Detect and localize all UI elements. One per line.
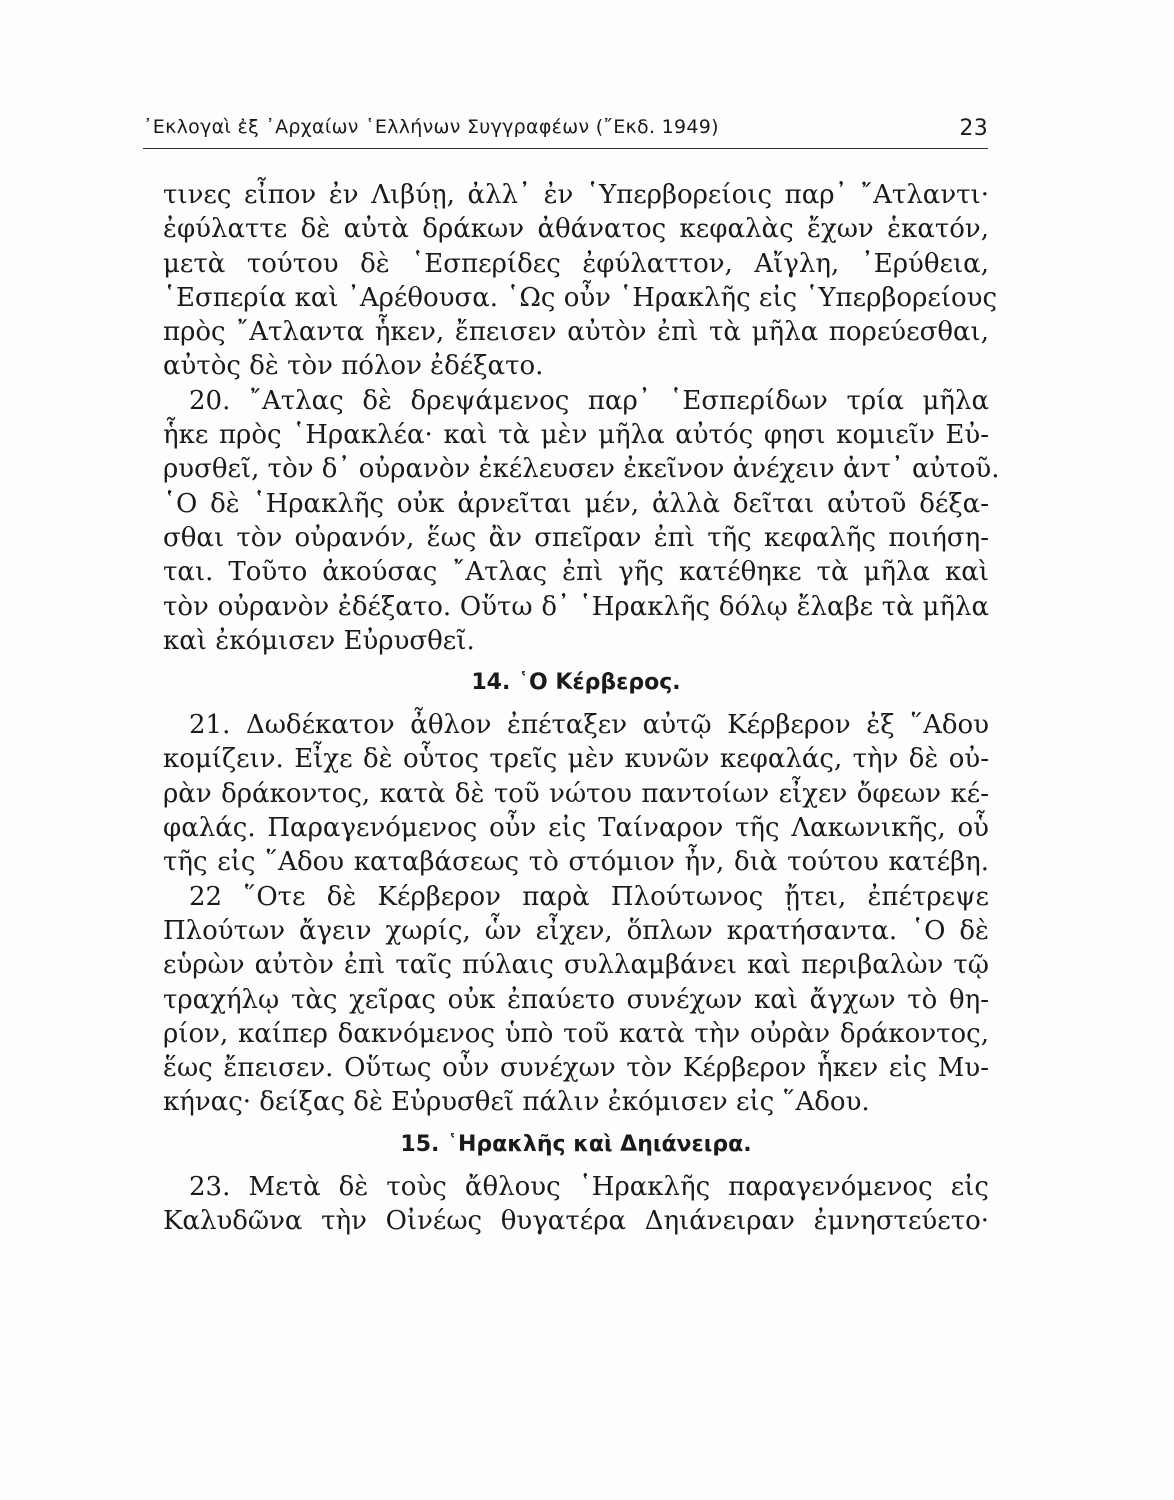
paragraph-23	[163, 1170, 989, 1239]
text-line: τραχήλῳ τὰς χεῖρας οὐκ ἐπαύετο συνέχων καὶ ἄγχων τὸ θη-	[163, 984, 989, 1015]
text-line: μετὰ τούτου δὲ ῾Εσπερίδες ἐφύλαττον, Αἴγλη, ᾿Ερύθεια,	[163, 248, 989, 279]
text-line: 20. ῎Ατλας δὲ δρεψάμενος παρ᾿ ῾Εσπερίδων τρία μῆλα	[189, 385, 989, 416]
page-number: 23	[959, 116, 988, 141]
text-line: ἐφύλαττε δὲ αὐτὰ δράκων ἀθάνατος κεφαλὰς ἔχων ἑκατόν,	[163, 214, 989, 245]
paragraph-19-continued	[163, 178, 998, 384]
text-line: αὐτὸς δὲ τὸν πόλον ἐδέξατο.	[163, 351, 544, 382]
text-line: πρὸς ῎Ατλαντα ἧκεν, ἔπεισεν αὐτὸν ἐπὶ τὰ μῆλα πορεύεσθαι,	[163, 317, 989, 348]
text-line: 21. Δωδέκατον ἆθλον ἐπέταξεν αὐτῷ Κέρβερον ἐξ ῞Αδου	[189, 710, 989, 741]
text-line: κομίζειν. Εἶχε δὲ οὗτος τρεῖς μὲν κυνῶν κεφαλάς, τὴν δὲ οὐ-	[163, 744, 989, 775]
text-line: ρὰν δράκοντος, κατὰ δὲ τοῦ νώτου παντοίων εἶχεν ὄφεων κέ-	[163, 778, 989, 809]
text-line: ρίον, καίπερ δακνόμενος ὑπὸ τοῦ κατὰ τὴν οὐρὰν δράκοντος,	[163, 1018, 989, 1049]
text-line: ἧκε πρὸς ῾Ηρακλέα· καὶ τὰ μὲν μῆλα αὐτός φησι κομιεῖν Εὐ-	[163, 420, 989, 451]
paragraph-22	[163, 880, 989, 1120]
main-text	[163, 178, 1000, 1238]
paragraph-20	[163, 384, 1000, 658]
text-line: ἕως ἔπεισεν. Οὕτως οὖν συνέχων τὸν Κέρβερον ἧκεν εἰς Μυ-	[163, 1053, 989, 1084]
text-line: κήνας· δείξας δὲ Εὐρυσθεῖ πάλιν ἐκόμισεν εἰς ῞Αδου.	[163, 1087, 870, 1118]
header-rule	[143, 148, 988, 149]
text-line: ῾Εσπερία καὶ ᾿Αρέθουσα. ῾Ως οὖν ῾Ηρακλῆς εἰς ῾Υπερβορείους	[163, 282, 998, 313]
section-heading-15: 15. ῾Ηρακλῆς καὶ Δηιάνειρα.	[400, 1131, 752, 1157]
text-line: σθαι τὸν οὐρανόν, ἕως ἂν σπεῖραν ἐπὶ τῆς κεφαλῆς ποιήση-	[163, 522, 989, 553]
text-line: 22 ῞Οτε δὲ Κέρβερον παρὰ Πλούτωνος ᾔτει, ἐπέτρεψε	[189, 881, 989, 912]
text-line: ῾Ο δὲ ῾Ηρακλῆς οὐκ ἀρνεῖται μέν, ἀλλὰ δεῖται αὐτοῦ δέξα-	[163, 488, 989, 519]
text-line: τινες εἶπον ἐν Λιβύῃ, ἀλλ᾿ ἐν ῾Υπερβορείοις παρ᾿ ῎Ατλαντι·	[163, 180, 989, 210]
paragraph-21	[163, 708, 989, 879]
section-heading-14: 14. ῾Ο Κέρβερος.	[471, 670, 681, 696]
text-line: Πλούτων ἄγειν χωρίς, ὧν εἶχεν, ὅπλων κρατήσαντα. ῾Ο δὲ	[163, 915, 989, 946]
text-line: 23. Μετὰ δὲ τοὺς ἄθλους ῾Ηρακλῆς παραγενόμενος εἰς	[189, 1171, 989, 1202]
text-line: Καλυδῶνα τὴν Οἰνέως θυγατέρα Δηιάνειραν ἐμνηστεύετο·	[163, 1206, 989, 1237]
text-line: ρυσθεῖ, τὸν δ᾿ οὐρανὸν ἐκέλευσεν ἐκεῖνον ἀνέχειν ἀντ᾿ αὐτοῦ.	[163, 454, 1000, 485]
text-line: εὑρὼν αὐτὸν ἐπὶ ταῖς πύλαις συλλαμβάνει καὶ περιβαλὼν τῷ	[163, 950, 989, 981]
text-line: καὶ ἐκόμισεν Εὐρυσθεῖ.	[163, 625, 475, 656]
text-line: φαλάς. Παραγενόμενος οὖν εἰς Ταίναρον τῆς Λακωνικῆς, οὗ	[163, 813, 989, 844]
running-header-title: ᾿Εκλογαὶ ἐξ ᾿Αρχαίων ῾Ελλήνων Συγγραφέων (῎Εκδ. 1949)	[143, 116, 719, 138]
running-header	[143, 116, 988, 146]
text-line: ται. Τοῦτο ἀκούσας ῎Ατλας ἐπὶ γῆς κατέθηκε τὰ μῆλα καὶ	[163, 557, 989, 588]
text-line: τὸν οὐρανὸν ἐδέξατο. Οὕτω δ᾿ ῾Ηρακλῆς δόλῳ ἔλαβε τὰ μῆλα	[163, 591, 989, 622]
text-line: τῆς εἰς ῞Αδου καταβάσεως τὸ στόμιον ἦν, διὰ τούτου κατέβη.	[163, 847, 989, 878]
